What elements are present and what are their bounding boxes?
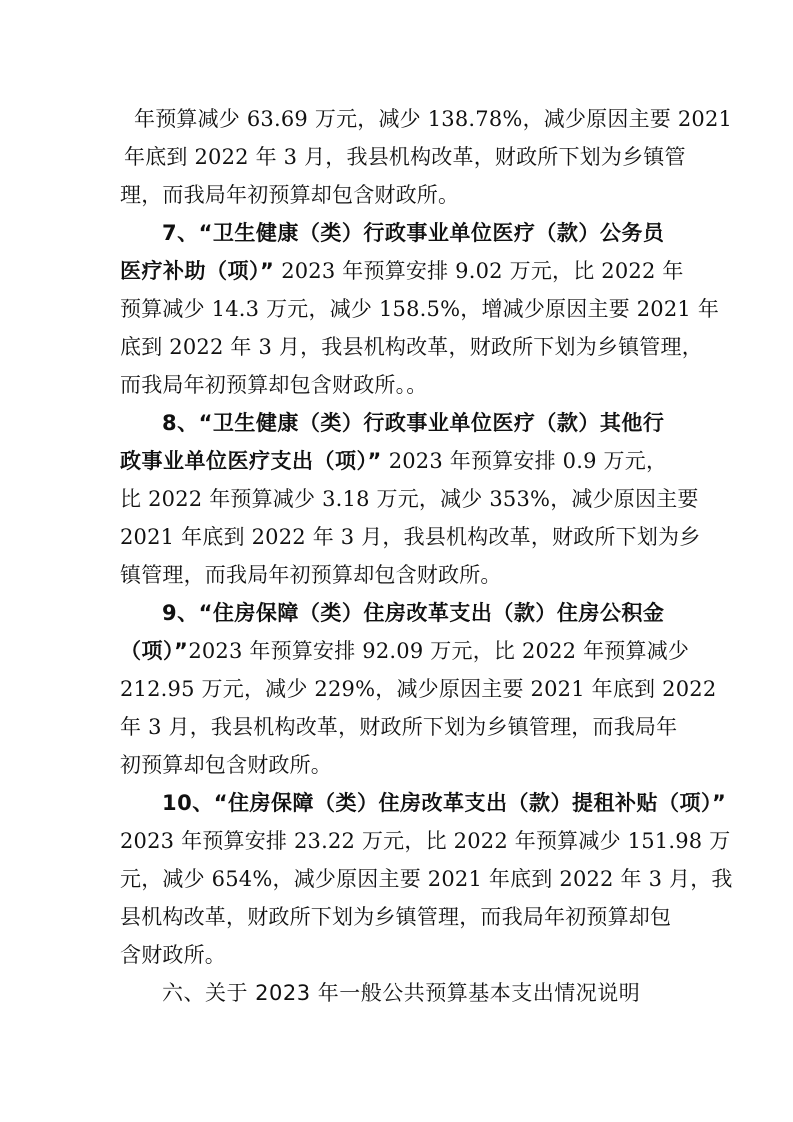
item-8-line-3: 比 2022 年预算减少 3.18 万元，减少 353%，减少原因主要 [120, 487, 699, 511]
item-9-line-4: 年 3 月，我县机构改革，财政所下划为乡镇管理，而我局年 [120, 715, 678, 739]
item-8-line-5: 镇管理，而我局年初预算却包含财政所。 [120, 563, 502, 587]
item-10-title: 10、“住房保障（类）住房改革支出（款）提租补贴（项）” [162, 791, 727, 815]
item-7-title-continued: 医疗补助（项）” [120, 259, 275, 283]
item-8-title: 8、“卫生健康（类）行政事业单位医疗（款）其他行 [162, 411, 665, 435]
item-9-line-3: 212.95 万元，减少 229%，减少原因主要 2021 年底到 2022 [120, 677, 717, 701]
item-9-title-continued: （项）” [120, 639, 189, 663]
item-8-line-4: 2021 年底到 2022 年 3 月，我县机构改革，财政所下划为乡 [120, 525, 701, 549]
item-8-line-2-text: 2023 年预算安排 0.9 万元， [381, 449, 668, 473]
paragraph-6-line-2: 年底到 2022 年 3 月，我县机构改革，财政所下划为乡镇管 [124, 145, 686, 169]
section-6-heading: 六、关于 2023 年一般公共预算基本支出情况说明 [162, 981, 641, 1005]
item-10-line-5: 含财政所。 [120, 943, 226, 967]
item-10-line-4: 县机构改革，财政所下划为乡镇管理，而我局年初预算却包 [120, 905, 672, 929]
item-10-line-2: 2023 年预算安排 23.22 万元，比 2022 年预算减少 151.98 万 [120, 829, 731, 853]
item-7-title: 7、“卫生健康（类）行政事业单位医疗（款）公务员 [162, 221, 665, 245]
paragraph-6-line-1: 年预算减少 63.69 万元，减少 138.78%，减少原因主要 2021 [134, 107, 733, 131]
item-9-line-2-text: 2023 年预算安排 92.09 万元，比 2022 年预算减少 [188, 639, 690, 663]
item-8-line-2 [120, 446, 680, 476]
item-7-line-4: 底到 2022 年 3 月，我县机构改革，财政所下划为乡镇管理， [120, 335, 703, 359]
item-9-line-5: 初预算却包含财政所。 [120, 753, 332, 777]
item-7-line-5: 而我局年初预算却包含财政所。。 [120, 373, 428, 397]
item-9-line-2 [120, 636, 690, 666]
item-7-line-2-text: 2023 年预算安排 9.02 万元，比 2022 年 [274, 259, 684, 283]
item-7-line-2 [120, 256, 684, 286]
item-7-line-3: 预算减少 14.3 万元，减少 158.5%，增减少原因主要 2021 年 [120, 297, 720, 321]
item-8-title-continued: 政事业单位医疗支出（项）” [120, 449, 382, 473]
paragraph-6-line-3: 理，而我局年初预算却包含财政所。 [120, 183, 460, 207]
item-10-line-3: 元，减少 654%，减少原因主要 2021 年底到 2022 年 3 月，我 [120, 867, 733, 891]
item-9-title: 9、“住房保障（类）住房改革支出（款）住房公积金 [162, 601, 665, 625]
